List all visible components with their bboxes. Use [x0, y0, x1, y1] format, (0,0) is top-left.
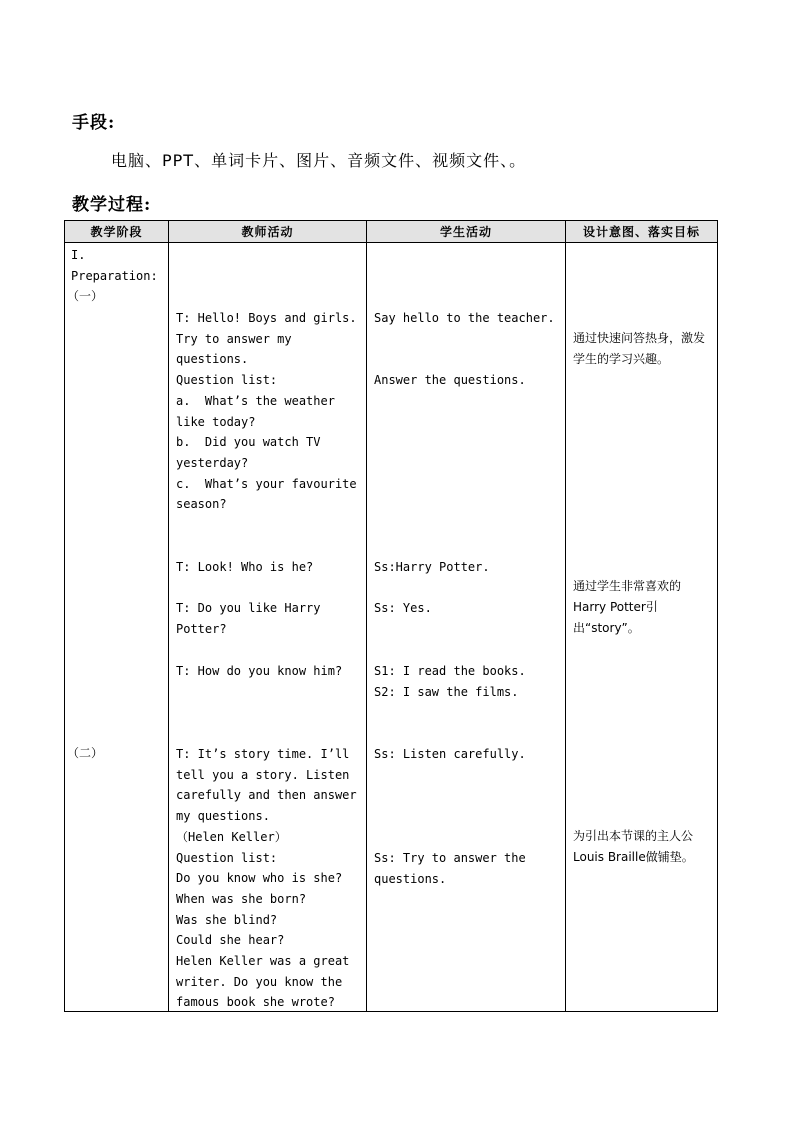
- student-block-hello: Say hello to the teacher.: [374, 311, 555, 325]
- lesson-plan-table: [64, 220, 718, 1012]
- header-stage: 教学阶段: [65, 221, 169, 243]
- header-teacher-activity: 教师活动: [169, 221, 367, 243]
- student-block-harry: Ss:Harry Potter.: [374, 560, 490, 574]
- teacher-block-like: T: Do you like Harry Potter?: [176, 601, 328, 636]
- table-row: [65, 243, 718, 1012]
- header-design-purpose: 设计意图、落实目标: [566, 221, 718, 243]
- process-heading: 教学过程:: [72, 195, 152, 215]
- purpose-block-louis-braille: 为引出本节课的主人公Louis Braille做铺垫。: [573, 829, 694, 864]
- table-header-row: [65, 221, 718, 243]
- design-purpose-cell: [566, 243, 718, 1012]
- stage-part-1: （一）: [67, 289, 104, 303]
- stage-title-line1: I.: [71, 248, 86, 262]
- teacher-activity-cell: [169, 243, 367, 1012]
- student-block-books-films: S1: I read the books. S2: I saw the films.: [374, 664, 526, 699]
- teacher-block-greeting: T: Hello! Boys and girls. Try to answer my questions. Question list: a. What’s the weather like today? b. Did you watch TV yesterday? c. What’s your favourite season?: [176, 311, 357, 512]
- student-block-answer: Answer the questions.: [374, 373, 526, 387]
- stage-part-2: （二）: [67, 746, 104, 760]
- student-block-yes: Ss: Yes.: [374, 601, 432, 615]
- student-block-try-answer: Ss: Try to answer the questions.: [374, 851, 533, 886]
- teacher-block-who: T: Look! Who is he?: [176, 560, 314, 574]
- student-block-listen: Ss: Listen carefully.: [374, 747, 526, 761]
- teacher-block-story: T: It’s story time. I’ll tell you a story. Listen carefully and then answer my questions. （Helen Keller） Question list: Do you know who is she? When was she born? Was she blind? Could she hear? Helen Keller was a great writer. Do you know the famous book she wrote?: [176, 747, 357, 1010]
- means-heading: 手段:: [72, 113, 116, 133]
- means-text: 电脑、PPT、单词卡片、图片、音频文件、视频文件、。: [111, 151, 527, 170]
- purpose-block-story: 通过学生非常喜欢的Harry Potter引出“story”。: [573, 579, 682, 635]
- purpose-block-warmup: 通过快速问答热身，激发学生的学习兴趣。: [573, 331, 706, 366]
- header-student-activity: 学生活动: [367, 221, 566, 243]
- stage-title-line2: Preparation:: [71, 269, 158, 283]
- student-activity-cell: [367, 243, 566, 1012]
- stage-cell: [65, 243, 169, 1012]
- teacher-block-know: T: How do you know him?: [176, 664, 343, 678]
